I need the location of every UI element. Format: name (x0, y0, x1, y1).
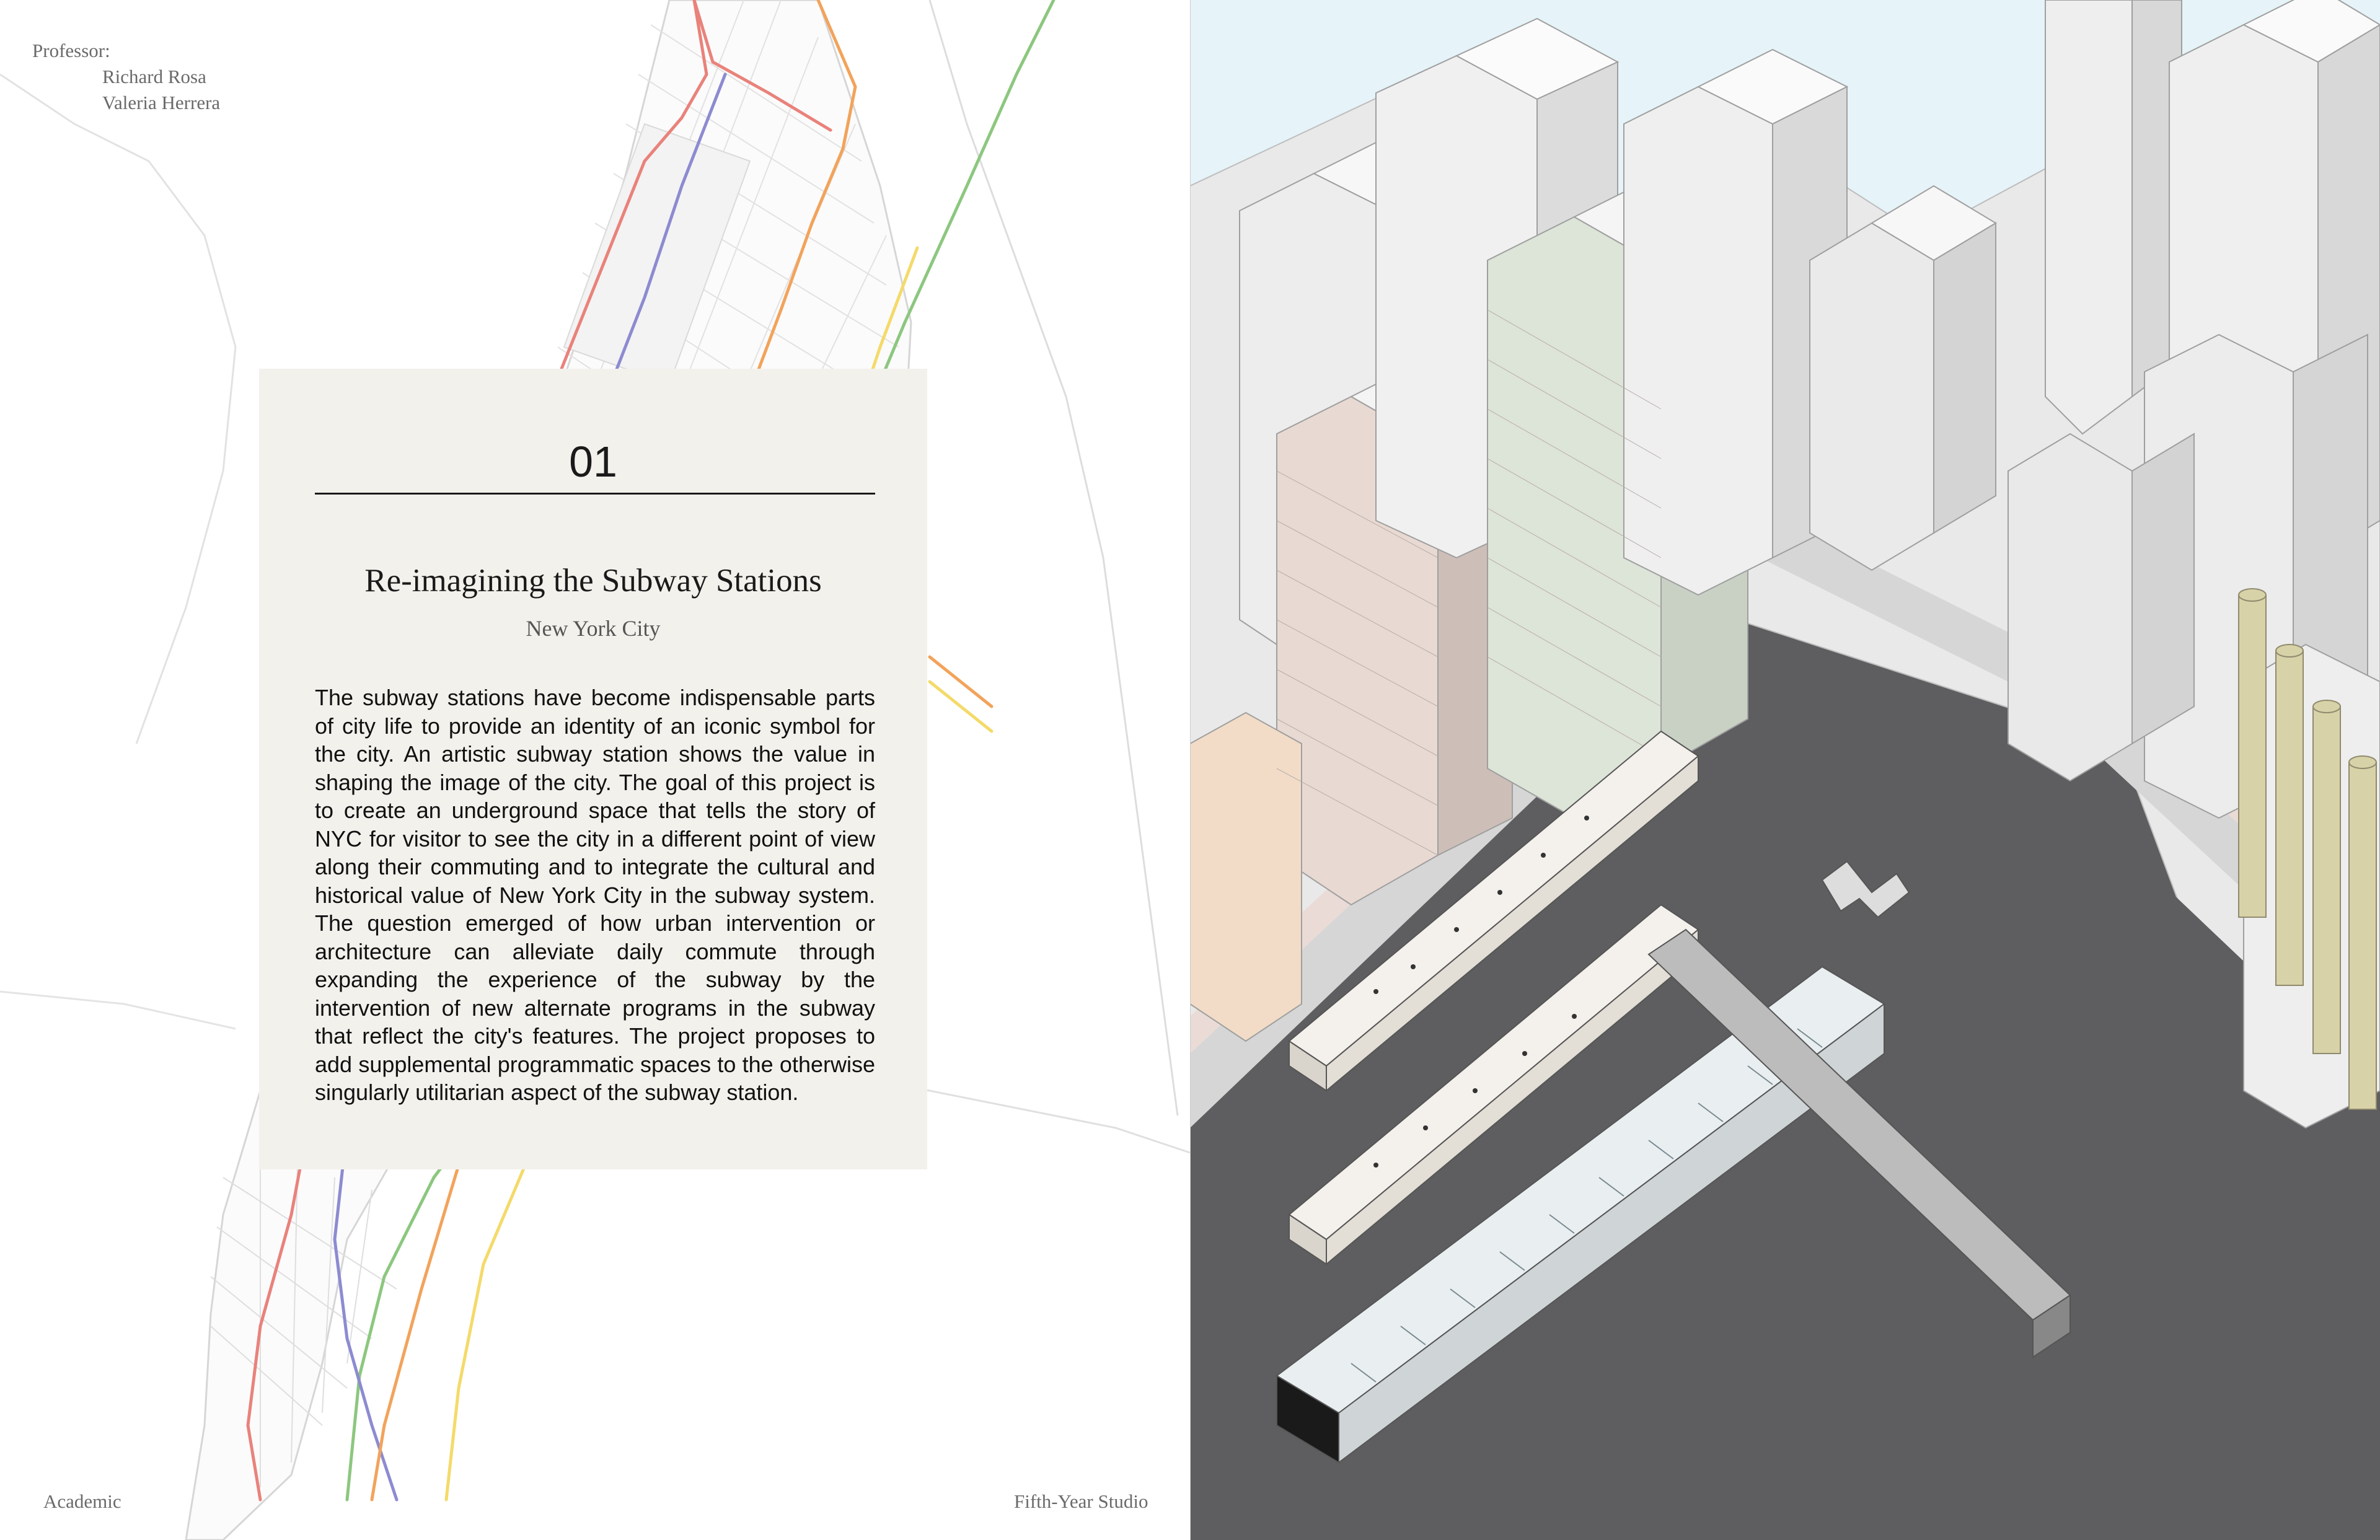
footer-studio: Fifth-Year Studio (1014, 1490, 1148, 1512)
project-title: Re-imagining the Subway Stations (364, 563, 822, 599)
axonometric-subway-drawing (1190, 0, 2380, 1540)
footer-category: Academic (43, 1490, 121, 1512)
professor-label: Professor: (32, 40, 110, 61)
professor-name: Valeria Herrera (102, 92, 221, 113)
project-number: 01 (569, 438, 617, 486)
divider (315, 493, 875, 495)
professor-name: Richard Rosa (102, 66, 206, 87)
right-page (1190, 0, 2380, 1540)
project-location: New York City (526, 616, 661, 641)
project-card (259, 369, 927, 1169)
project-description: The subway stations have become indispensable parts of city life to provide an identity of an iconic symbol for the city. An artistic subway station shows the value in shaping the image of the city. The goal of this project is to create an underground space that tells the story of NYC for visitor to see the city in a different point of view along their commuting and to integrate the cultural and historical value of New York City in the subway system. The question emerged of how urban intervention or architecture can alleviate daily commute through expanding the experience of the subway by the intervention of new alternate programs in the subway that reflect the city's features. The project proposes to add supplemental programmatic spaces to the otherwise singularly utilitarian aspect of the subway station. (315, 685, 875, 1105)
